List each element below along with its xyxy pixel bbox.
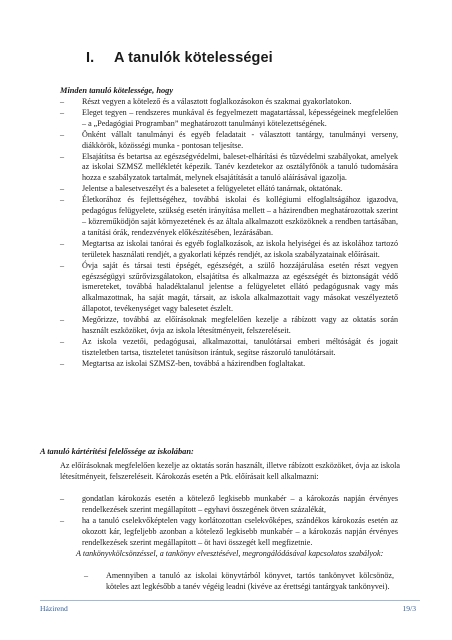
footer-document-name: Házirend [40, 604, 68, 613]
list-item: – Megtartsa az iskolai tanórai és egyéb foglalkozások, az iskola helyiségei és az iskolához tartozó területek használati rendjét, a gyakorlati képzés rendjét, az iskola szabályzatainak előírásait. [60, 239, 398, 261]
list-item: – Megtartsa az iskolai SZMSZ-ben, továbbá a házirendben foglaltakat. [60, 359, 398, 370]
list-item: – Eleget tegyen – rendszeres munkával és fegyelmezett magatartással, képességeinek megfelelően – a „Pedagógiai Programban” meghatározott tanulmányi kötelezettségének. [60, 108, 398, 130]
list-item: – Elsajátítsa és betartsa az egészségvédelmi, baleset-elhárítási és tűzvédelmi szabályokat, amelyek az iskolai SZMSZ mellékletét képezik. Tanév kezdetekor az osztályfőnök a tanuló tudomására hozza e szabályzatok tartalmát, melynek elsajátítását a tanuló aláírásával igazolja. [60, 152, 398, 185]
chapter-heading [86, 50, 273, 66]
section-title-liability: A tanuló kártérítési felelőssége az iskolában: [40, 447, 194, 456]
liability-intro: Az előírásoknak megfelelően kezelje az oktatás során használt, illetve rábízott eszközöket, óvja az iskola létesítményeit, felszereléseit. Károkozás esetén a Ptk. előírásait kell alkalmazni: [60, 461, 400, 481]
section-title-duties: Minden tanuló kötelessége, hogy [60, 86, 174, 95]
list-item: – Óvja saját és társai testi épségét, egészségét, a szülő hozzájárulása esetén részt vegyen egészségügyi szűrővizsgálatokon, elsajátítsa és alkalmazza az egészségét és biztonságát védő ismereteket, továbbá haladéktalanul jelentse a felügyeletet ellátó pedagógusnak vagy más alkalmazottnak, ha saját magát, társait, az iskola alkalmazottait vagy másokat veszélyeztető állapotot, tevékenységet vagy balesetet észlelt. [60, 261, 398, 316]
list-item: – Életkorához és fejlettségéhez, továbbá iskolai és kollégiumi elfoglaltságához igazodva, pedagógus felügyelete, szükség esetén irányítása mellett – a házirendben meghatározottak szerint – közreműködjön saját környezetének és az általa alkalmazott eszközöknek a rendben tartásában, a tanítási órák, rendezvények előkészítésében, lezárásában. [60, 195, 398, 239]
liability-list [60, 494, 398, 549]
list-item: – Amennyiben a tanuló az iskolai könyvtárból könyvet, tartós tankönyvet kölcsönöz, köteles azt legkésőbb a tanév végéig leadni (kivéve az érettségi tantárgyak tankönyvei). [84, 571, 394, 593]
chapter-title: A tanulók kötelességei [114, 50, 273, 66]
list-item: – Részt vegyen a kötelező és a választott foglalkozásokon és szakmai gyakorlatokon. [60, 97, 398, 108]
list-item: – Megőrizze, továbbá az előírásoknak megfelelően kezelje a rábízott vagy az oktatás során használt eszközöket, óvja az iskola létesítményeit, felszereléseit. [60, 315, 398, 337]
textbook-rules-title: A tankönyvkölcsönzéssel, a tankönyv elvesztésével, megrongálódásával kapcsolatos szabályok: [76, 549, 384, 558]
list-item: – Az iskola vezetői, pedagógusai, alkalmazottai, tanulótársai emberi méltóságát és jogait tiszteletben tartsa, tiszteletet tanúsítson irántuk, segítse rászoruló tanulótársait. [60, 337, 398, 359]
chapter-number: I. [86, 50, 95, 66]
textbook-rules-list [84, 571, 394, 593]
footer-page-number: 19/3 [402, 604, 416, 613]
list-item: – ha a tanuló cselekvőképtelen vagy korlátozottan cselekvőképes, szándékos károkozás esetén az okozott kár, legfeljebb azonban a kötelező legkisebb munkabér – a károkozás napján érvényes rendelkezések szerint megállapított – öt havi összegét kell megfizetnie. [60, 516, 398, 549]
list-item: – Jelentse a balesetveszélyt és a balesetet a felügyeletet ellátó tanárnak, oktatónak. [60, 184, 398, 195]
footer-divider [40, 600, 420, 601]
list-item: – Önként vállalt tanulmányi és egyéb feladatait - választott tantárgy, tanulmányi verseny, diákkörök, közösségi munka - pontosan teljesítse. [60, 130, 398, 152]
list-item: – gondatlan károkozás esetén a kötelező legkisebb munkabér – a károkozás napján érvényes rendelkezések szerint megállapított – egyhavi összegének ötven százalékát, [60, 494, 398, 516]
duties-list [60, 97, 398, 370]
